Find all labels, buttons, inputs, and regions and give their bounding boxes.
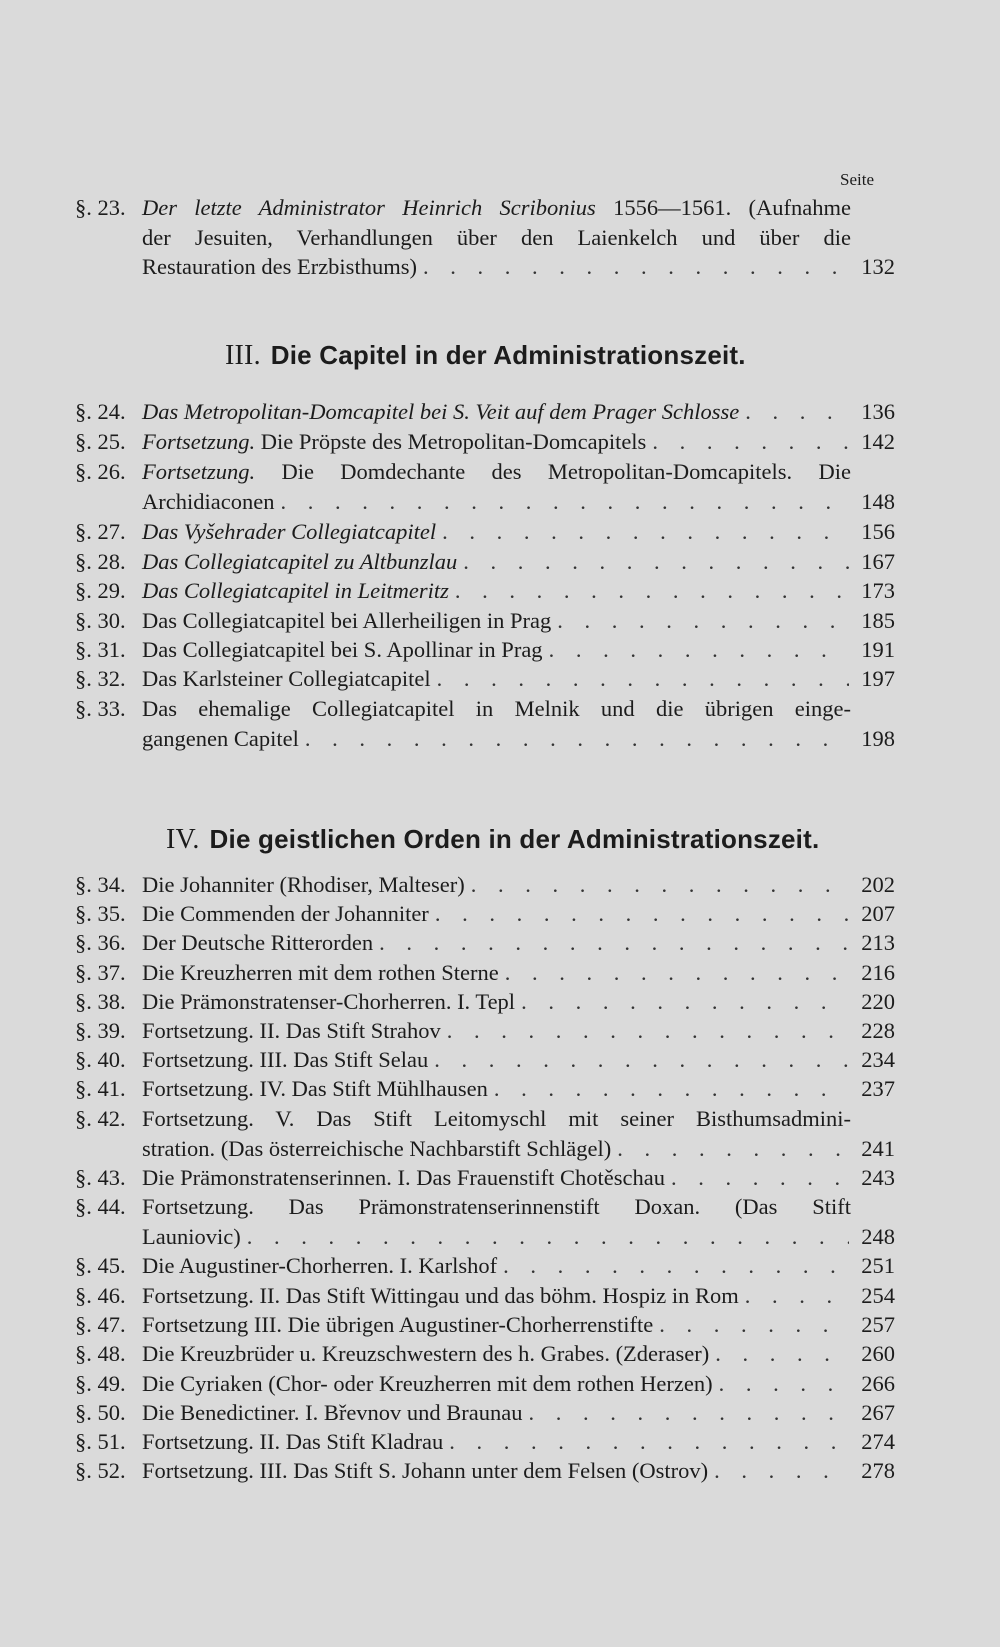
entry-title-text: stration. (Das österreichische Nachbarstift Schlägel) (142, 1135, 612, 1161)
dot-leader (671, 1163, 849, 1193)
dot-leader (449, 1427, 849, 1457)
section-number: §. 26. (75, 459, 126, 484)
entry-title-text: Das Collegiatcapitel zu Altbunzlau (142, 549, 458, 574)
page-number: 191 (861, 637, 895, 662)
dot-leader (503, 1251, 849, 1281)
dot-leader (652, 427, 849, 457)
dot-leader (423, 252, 849, 282)
dot-leader (549, 635, 849, 665)
page-number: 267 (861, 1400, 895, 1425)
entry-title-text: Das Metropolitan-Domcapitel bei S. Veit auf dem Prager Schlosse (142, 399, 740, 424)
toc-entry (75, 1369, 895, 1399)
dot-leader (557, 606, 849, 636)
page-number: 251 (861, 1253, 895, 1278)
toc-entry (75, 517, 895, 547)
section-number: §. 36. (75, 930, 126, 955)
dot-leader (435, 899, 849, 929)
page-number: 142 (861, 429, 895, 454)
toc-entry (75, 1251, 895, 1281)
heading-text: Die Capitel in der Administrationszeit. (270, 340, 746, 370)
toc-entry (75, 427, 895, 457)
section-number: §. 32. (75, 666, 126, 691)
entry-title-line (142, 1398, 895, 1428)
toc-entry (75, 987, 895, 1017)
page-number: 173 (861, 578, 895, 603)
entry-title-line (142, 1074, 895, 1104)
entry-title-line (142, 1281, 895, 1311)
section-number: §. 29. (75, 578, 126, 603)
page-number: 274 (861, 1429, 895, 1454)
page-number: 241 (861, 1135, 895, 1161)
entry-title-text: Launiovic) (142, 1223, 241, 1249)
entry-title-text: Das Collegiatcapitel bei S. Apollinar in Prag (142, 637, 543, 662)
page-number: 197 (861, 666, 895, 691)
dot-leader (521, 987, 849, 1017)
page-number: 260 (861, 1341, 895, 1366)
entry-title-text: Das Collegiatcapitel in Leitmeritz (142, 578, 449, 603)
entry-title-line (142, 1222, 895, 1252)
entry-title-text: Die Cyriaken (Chor- oder Kreuzherren mit dem rothen Herzen) (142, 1371, 713, 1396)
entry-title-line (142, 1163, 895, 1193)
section-heading-iv (166, 824, 819, 856)
entry-title-line (142, 899, 895, 929)
entry-title-text: Fortsetzung. II. Das Stift Wittingau und das böhm. Hospiz in Rom (142, 1283, 739, 1308)
section-number: §. 30. (75, 608, 126, 633)
dot-leader (745, 397, 849, 427)
entry-title-text: Fortsetzung III. Die übrigen Augustiner-Chorherrenstifte (142, 1312, 654, 1337)
entry-title-line (142, 193, 851, 223)
section-number: §. 38. (75, 989, 126, 1014)
page-number: 254 (861, 1283, 895, 1308)
toc-entry (75, 576, 895, 606)
section-number: §. 49. (75, 1371, 126, 1396)
toc-entry (75, 1104, 895, 1163)
toc-entry (75, 664, 895, 694)
dot-leader (280, 487, 849, 517)
section-number: §. 51. (75, 1429, 126, 1454)
entry-title-text: Die Kreuzherren mit dem rothen Sterne (142, 960, 499, 985)
dot-leader (659, 1310, 849, 1340)
toc-entry (75, 1074, 895, 1104)
entry-title-text: Der letzte Administrator Heinrich Scribonius 1556—1561. (Aufnahme (142, 195, 851, 220)
entry-title-text: Das ehemalige Collegiatcapitel in Melnik und die übrigen einge- (142, 696, 851, 721)
toc-entry (75, 547, 895, 577)
entry-title-line (142, 487, 895, 517)
dot-leader (379, 928, 849, 958)
page-number: 243 (861, 1165, 895, 1190)
toc-entry (75, 397, 895, 427)
page-number: 266 (861, 1371, 895, 1396)
page-number: 213 (861, 930, 895, 955)
entry-title-line (142, 517, 895, 547)
entry-title-line (142, 457, 851, 487)
toc-entry (75, 1456, 895, 1486)
entry-title-line (142, 547, 895, 577)
entry-title-line (142, 987, 895, 1017)
section-number: §. 48. (75, 1341, 126, 1366)
entry-title-text: Die Kreuzbrüder u. Kreuzschwestern des h. Grabes. (Zderaser) (142, 1341, 710, 1366)
entry-title-text: Die Augustiner-Chorherren. I. Karlshof (142, 1253, 498, 1278)
entry-title-line (142, 1456, 895, 1486)
section-number: §. 31. (75, 637, 126, 662)
section-number: §. 52. (75, 1458, 126, 1483)
dot-leader (471, 870, 849, 900)
entry-title-line (142, 664, 895, 694)
toc-entry (75, 1045, 895, 1075)
toc-entry (75, 1281, 895, 1311)
section-number: §. 33. (75, 696, 126, 721)
section-number: §. 25. (75, 429, 126, 454)
section-number: §. 24. (75, 399, 126, 424)
entry-title-text: Die Johanniter (Rhodiser, Malteser) (142, 872, 465, 897)
section-number: §. 41. (75, 1076, 126, 1101)
entry-title-line (142, 958, 895, 988)
page-number: 156 (861, 519, 895, 544)
page-number: 234 (861, 1047, 895, 1072)
page-number: 257 (861, 1312, 895, 1337)
toc-entry (75, 958, 895, 988)
section-number: §. 46. (75, 1283, 126, 1308)
section-heading-iii (225, 340, 746, 372)
toc-entry (75, 694, 895, 753)
dot-leader (463, 547, 849, 577)
toc-entry (75, 928, 895, 958)
section-number: §. 37. (75, 960, 126, 985)
section-number: §. 50. (75, 1400, 126, 1425)
dot-leader (715, 1339, 849, 1369)
entry-title-line (142, 928, 895, 958)
entry-title-text: Archidiaconen (142, 488, 275, 514)
entry-title-line (142, 1427, 895, 1457)
entry-title-text: Das Collegiatcapitel bei Allerheiligen in Prag (142, 608, 552, 633)
entry-title-line (142, 252, 895, 282)
toc-entry (75, 1016, 895, 1046)
page-number: 202 (861, 872, 895, 897)
page-number: 216 (861, 960, 895, 985)
toc-entry (75, 1398, 895, 1428)
entry-title-text: Fortsetzung. Das Prämonstratenserinnenstift Doxan. (Das Stift (142, 1194, 851, 1219)
section-number: §. 47. (75, 1312, 126, 1337)
entry-title-line (142, 606, 895, 636)
dot-leader (617, 1134, 849, 1164)
section-number: §. 27. (75, 519, 126, 544)
entry-title-text: Fortsetzung. III. Das Stift S. Johann unter dem Felsen (Ostrov) (142, 1458, 709, 1483)
toc-entry (75, 606, 895, 636)
page-number: 198 (861, 725, 895, 751)
dot-leader (714, 1456, 849, 1486)
entry-title-text: Fortsetzung. II. Das Stift Kladrau (142, 1429, 444, 1454)
entry-title-text: Der Deutsche Ritterorden (142, 930, 374, 955)
entry-title-text: Die Prämonstratenserinnen. I. Das Frauenstift Chotěschau (142, 1165, 665, 1190)
dot-leader (505, 958, 849, 988)
entry-title-line (142, 724, 895, 754)
page-number: 132 (861, 254, 895, 279)
entry-title-text: Die Benedictiner. I. Břevnov und Braunau (142, 1400, 523, 1425)
toc-entry (75, 193, 895, 282)
toc-entry (75, 1339, 895, 1369)
entry-title-line (142, 1016, 895, 1046)
entry-title-line (142, 397, 895, 427)
page-number: 278 (861, 1458, 895, 1483)
entry-title-line (142, 1339, 895, 1369)
toc-entry (75, 899, 895, 929)
toc-entry (75, 1163, 895, 1193)
toc-entry (75, 870, 895, 900)
dot-leader (305, 724, 849, 754)
dot-leader (529, 1398, 849, 1428)
heading-text: Die geistlichen Orden in der Administrationszeit. (209, 824, 820, 854)
entry-title-text: Fortsetzung. II. Das Stift Strahov (142, 1018, 441, 1043)
page-number: 207 (861, 901, 895, 926)
entry-title-line (142, 635, 895, 665)
section-number: §. 35. (75, 901, 126, 926)
page-number: 220 (861, 989, 895, 1014)
entry-title-text: Die Prämonstratenser-Chorherren. I. Tepl (142, 989, 516, 1014)
section-number: §. 23. (75, 195, 126, 220)
entry-title-line (142, 1369, 895, 1399)
toc-entry (75, 1427, 895, 1457)
page-number: 167 (861, 549, 895, 574)
page-number: 248 (861, 1223, 895, 1249)
dot-leader (447, 1016, 849, 1046)
section-number: §. 43. (75, 1165, 126, 1190)
dot-leader (719, 1369, 849, 1399)
entry-title-line (142, 1104, 851, 1134)
entry-title-text: gangenen Capitel (142, 725, 299, 751)
dot-leader (494, 1074, 849, 1104)
entry-title-line (142, 1310, 895, 1340)
toc-entry (75, 1310, 895, 1340)
page-number: 228 (861, 1018, 895, 1043)
section-number: §. 44. (75, 1194, 126, 1219)
section-number: §. 45. (75, 1253, 126, 1278)
page-number: 136 (861, 399, 895, 424)
dot-leader (745, 1281, 849, 1311)
entry-title-text: Die Commenden der Johanniter (142, 901, 429, 926)
entry-title-line (142, 427, 895, 457)
heading-roman-numeral: III. (225, 340, 261, 371)
section-number: §. 40. (75, 1047, 126, 1072)
section-number: §. 42. (75, 1106, 126, 1131)
entry-title-line (142, 1134, 895, 1164)
dot-leader (437, 664, 849, 694)
entry-title-line (142, 1251, 895, 1281)
entry-title-text: Fortsetzung. IV. Das Stift Mühlhausen (142, 1076, 488, 1101)
dot-leader (455, 576, 849, 606)
toc-entry (75, 1192, 895, 1251)
entry-title-line (142, 870, 895, 900)
toc-entry (75, 635, 895, 665)
page-number: 185 (861, 608, 895, 633)
entry-title-text: Restauration des Erzbisthums) (142, 254, 417, 279)
toc-entry (75, 457, 895, 516)
page-number: 237 (861, 1076, 895, 1101)
entry-title-text: Fortsetzung. III. Das Stift Selau (142, 1047, 429, 1072)
page-column-label: Seite (840, 170, 874, 189)
entry-title-line (142, 1045, 895, 1075)
entry-title-line (142, 1192, 851, 1222)
entry-title-text: Fortsetzung. V. Das Stift Leitomyschl mit seiner Bisthumsadmini- (142, 1106, 851, 1131)
section-number: §. 39. (75, 1018, 126, 1043)
entry-title-line (142, 694, 851, 724)
entry-title-text: Fortsetzung. Die Domdechante des Metropolitan-Domcapitels. Die (142, 459, 851, 484)
entry-title-text: Fortsetzung. Die Pröpste des Metropolitan-Domcapitels (142, 429, 647, 454)
section-number: §. 34. (75, 872, 126, 897)
entry-title-line (142, 576, 895, 606)
dot-leader (247, 1222, 849, 1252)
entry-title-text: der Jesuiten, Verhandlungen über den Laienkelch und über die (142, 224, 851, 250)
heading-roman-numeral: IV. (166, 824, 200, 855)
dot-leader (442, 517, 849, 547)
section-number: §. 28. (75, 549, 126, 574)
page-number: 148 (861, 488, 895, 514)
dot-leader (434, 1045, 849, 1075)
entry-title-line (142, 223, 851, 253)
entry-title-text: Das Karlsteiner Collegiatcapitel (142, 666, 431, 691)
entry-title-text: Das Vyšehrader Collegiatcapitel (142, 519, 437, 544)
